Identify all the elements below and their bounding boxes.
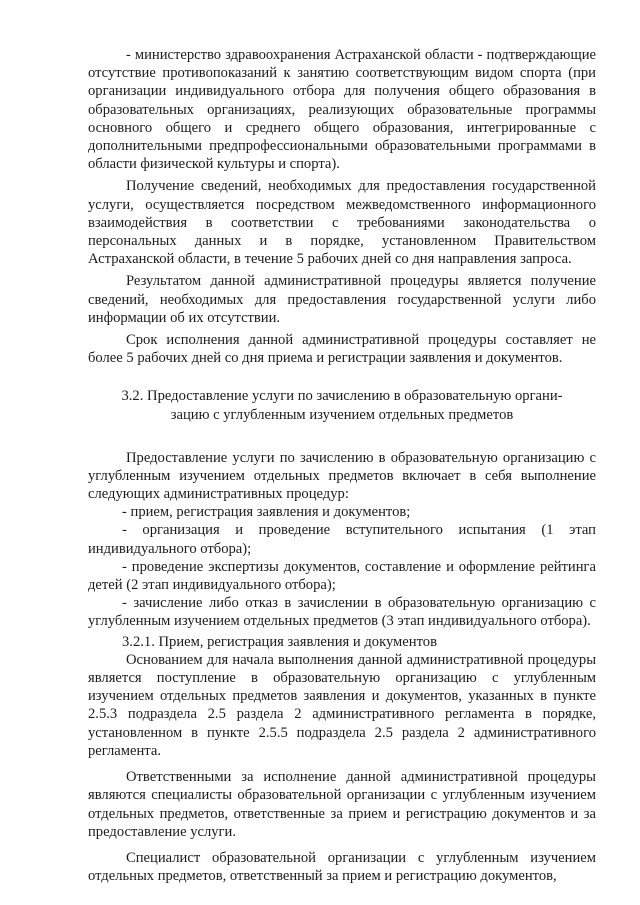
paragraph-specialist: Специалист образовательной организации с углубленным изучением отдельных предметов, ответственный за прием и регистрацию документов, [88,849,596,885]
paragraph-includes: Предоставление услуги по зачислению в образовательную организацию с углубленным изучением отдельных предметов включает в себя выполнение следующих административных процедур: [88,449,596,503]
document-page [88,46,596,885]
section-heading-line-2: зацию с углубленным изучением отдельных предметов [170,407,514,424]
list-item: - прием, регистрация заявления и документов; [122,504,411,521]
list-item: - проведение экспертизы документов, составление и оформление рейтинга детей (2 этап индивидуального отбора); [88,558,596,594]
list-item: - зачисление либо отказ в зачислении в образовательную организацию с углубленным изучением отдельных предметов (3 этап индивидуального отбора). [88,595,596,630]
paragraph-term: Срок исполнения данной административной процедуры составляет не более 5 рабочих дней со дня приема и регистрации заявления и документов. [88,332,596,367]
section-heading [96,387,588,424]
paragraph-basis: Основанием для начала выполнения данной административной процедуры является поступление в образовательную организацию с углубленным изучением отдельных предметов заявления и документов, указанных в пункте 2.5.3 подраздела 2.5 раздела 2 административного регламента в порядке, установленном в пункте 2.5.5 подраздела 2.5 раздела 2 административного регламента. [88,651,596,759]
paragraph-interagency: Получение сведений, необходимых для предоставления государственной услуги, осуществляется посредством межведомственного информационного взаимодействия в соответствии с требованиями законодательства о персональных данных и в порядке, установленном Правительством Астраханской области, в течение 5 рабочих дней со дня направления запроса. [88,178,596,268]
intro-list-item: - министерство здравоохранения Астраханской области - подтверждающие отсутствие противопоказаний к занятию соответствующим видом спорта (при организации индивидуального отбора для получения общего образования в образовательных организациях, реализующих образовательные программы основного общего и среднего общего образования, интегрированные с дополнительными предпрофессиональными образовательными программами в области физической культуры и спорта). [88,47,596,173]
subsection-heading: 3.2.1. Прием, регистрация заявления и документов [122,633,437,650]
section-heading-line-1: 3.2. Предоставление услуги по зачислению в образовательную органи- [121,388,563,405]
paragraph-result: Результатом данной административной процедуры является получение сведений, необходимых для предоставления государственной услуги либо информации об их отсутствии. [88,273,596,326]
list-item: - организация и проведение вступительного испытания (1 этап индивидуального отбора); [88,522,596,557]
paragraph-responsible: Ответственными за исполнение данной административной процедуры являются специалисты образовательной организации с углубленным изучением отдельных предметов, ответственные за прием и регистрацию документов и за предоставление услуги. [88,769,596,840]
